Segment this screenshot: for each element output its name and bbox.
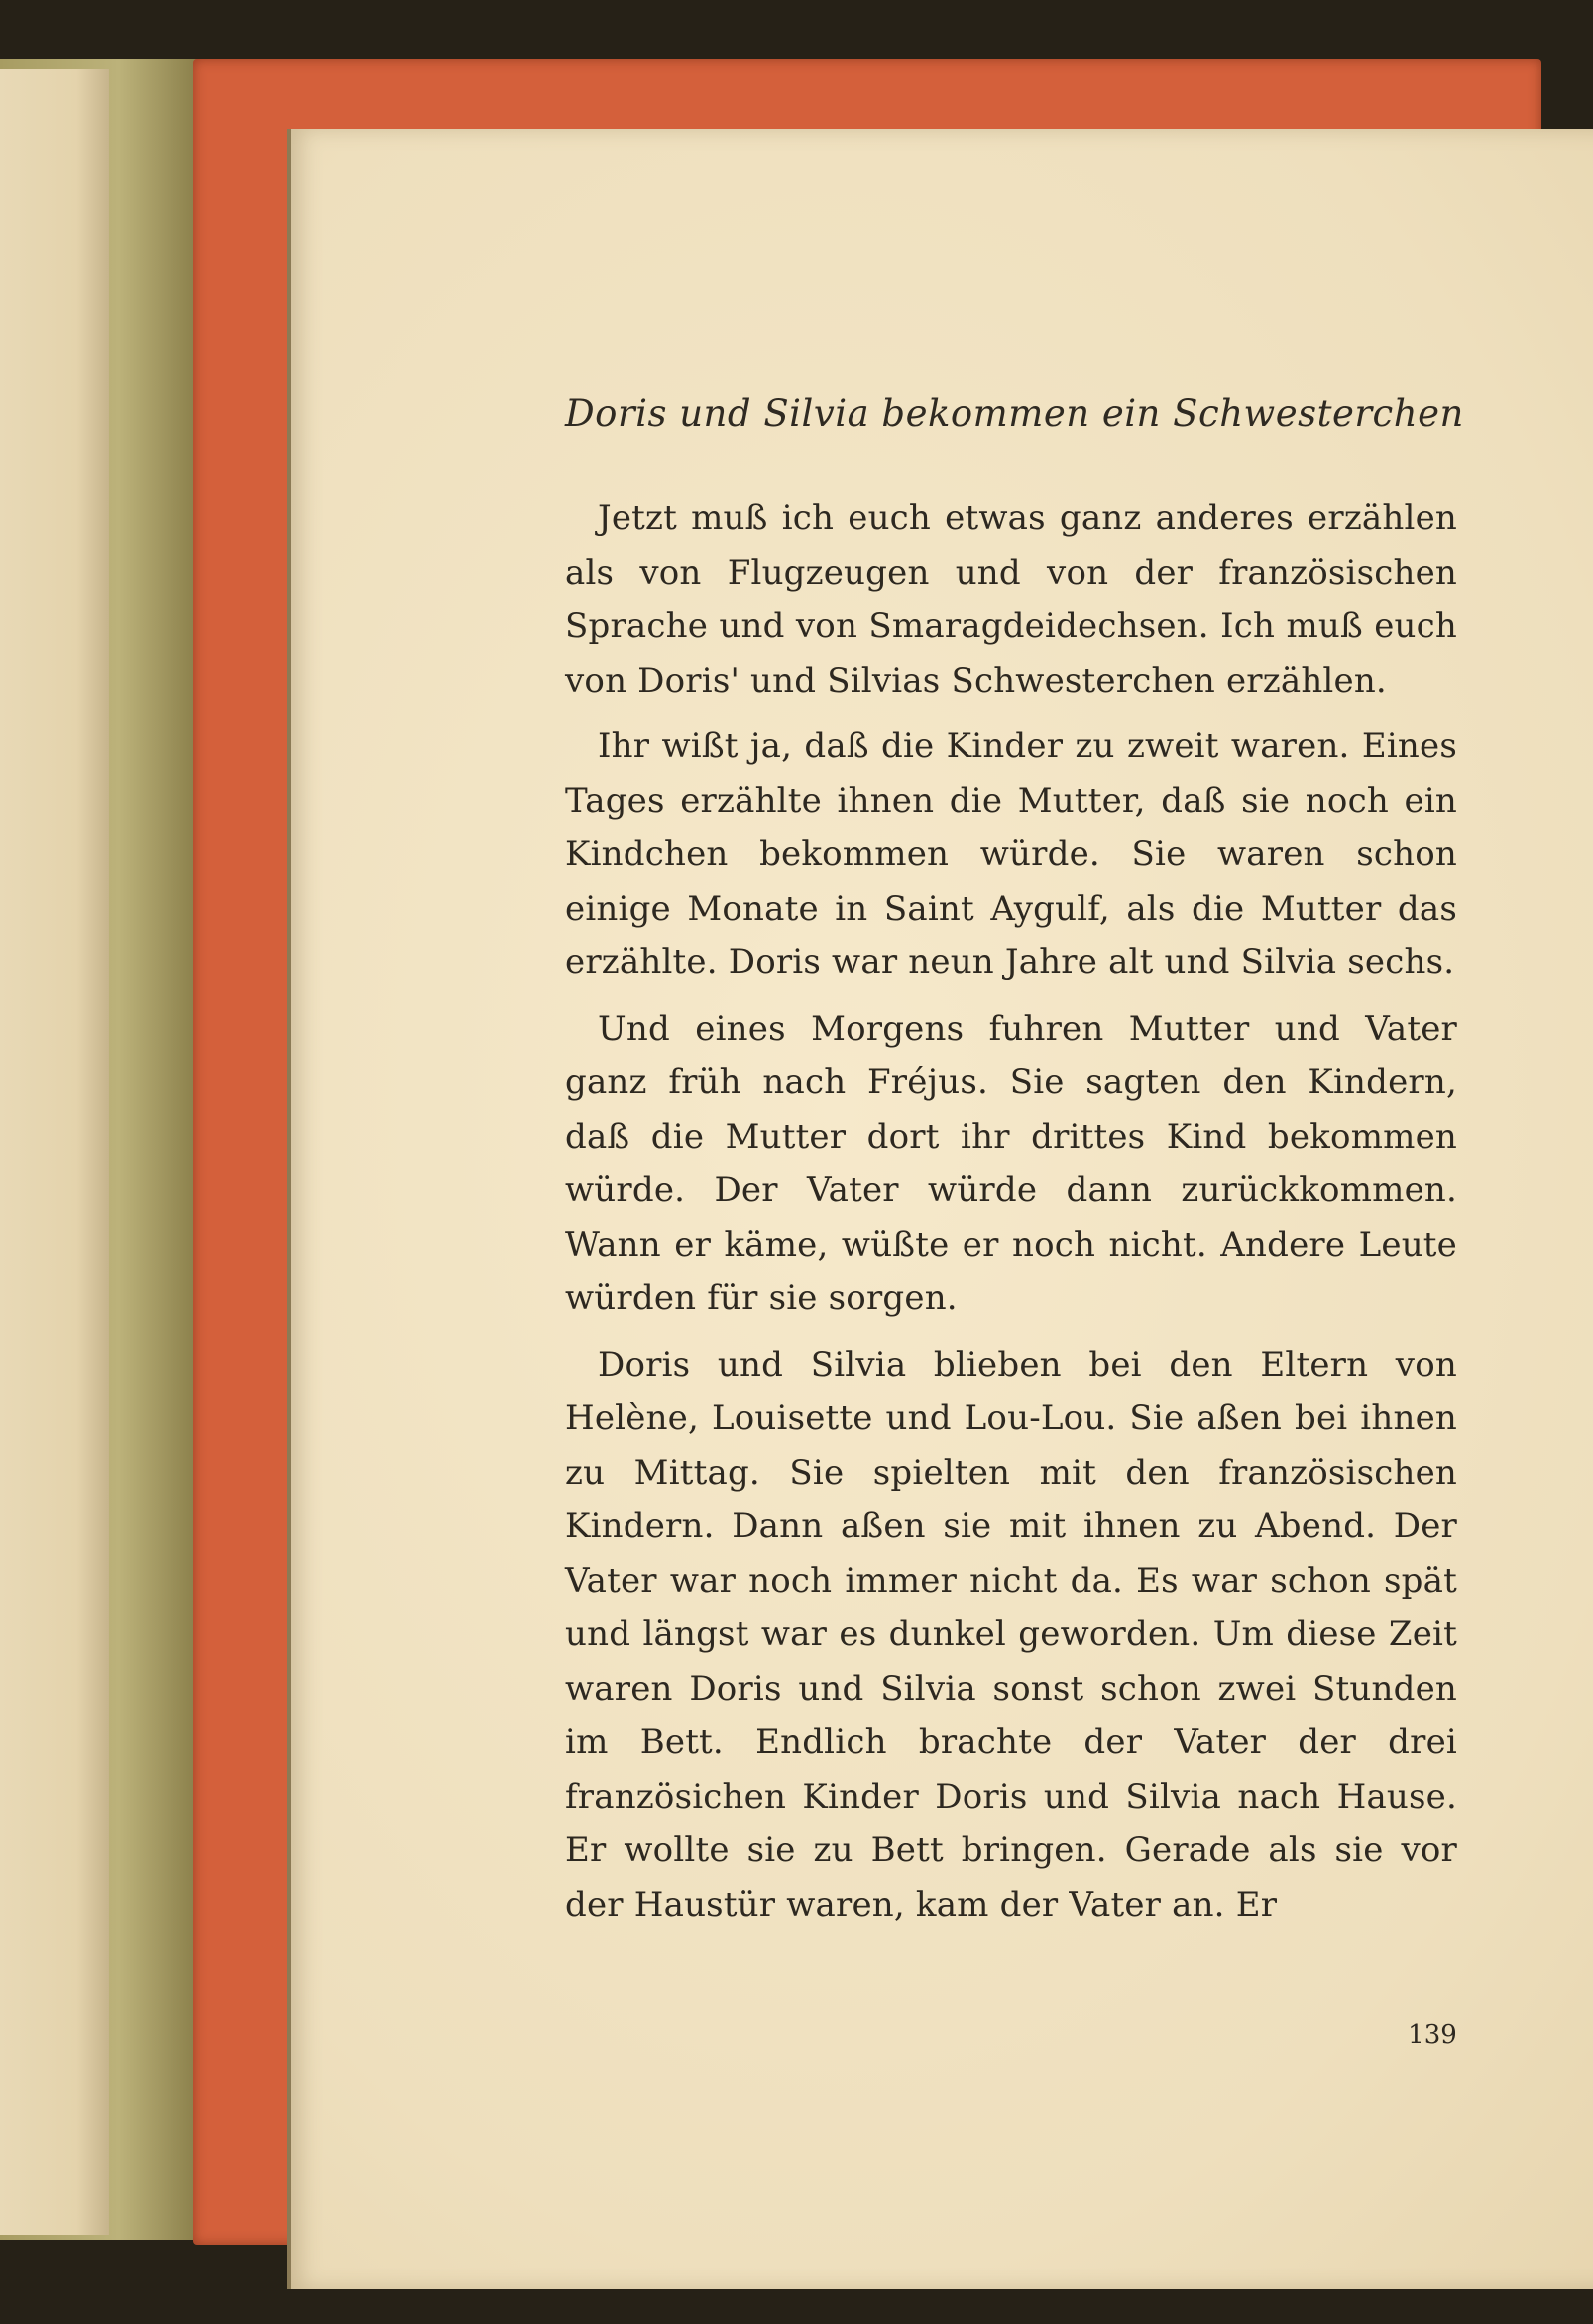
page-body xyxy=(565,492,1457,1943)
book-page xyxy=(287,129,1593,2289)
paragraph: Jetzt muß ich euch etwas ganz anderes erzählen als von Flugzeugen und von der französischen Sprache und von Smaragdeidechsen. Ich muß euch von Doris' und Silvias Schwesterchen erzählen. xyxy=(565,498,1457,701)
right-book-cover xyxy=(193,59,1541,2245)
page-gutter xyxy=(287,129,291,2289)
page-number: 139 xyxy=(1408,2020,1457,2049)
chapter-title: Doris und Silvia bekommen ein Schwesterchen xyxy=(565,392,1464,435)
paragraph: Und eines Morgens fuhren Mutter und Vater ganz früh nach Fréjus. Sie sagten den Kindern, daß die Mutter dort ihr drittes Kind bekommen würde. Der Vater würde dann zurückkommen. Wann er käme, wüßte er noch nicht. Andere Leute würden für sie sorgen. xyxy=(565,1008,1457,1318)
left-page-edge xyxy=(0,69,109,2235)
paragraph: Doris und Silvia blieben bei den Eltern von Helène, Louisette und Lou-Lou. Sie aßen bei ihnen zu Mittag. Sie spielten mit den französischen Kindern. Dann aßen sie mit ihnen zu Abend. Der Vater war noch immer nicht da. Es war schon spät und längst war es dunkel geworden. Um diese Zeit waren Doris und Silvia sonst schon zwei Stunden im Bett. Endlich brachte der Vater der drei französichen Kinder Doris und Silvia nach Hause. Er wollte sie zu Bett bringen. Gerade als sie vor der Haustür waren, kam der Vater an. Er xyxy=(565,1344,1457,1925)
paragraph: Ihr wißt ja, daß die Kinder zu zweit waren. Eines Tages erzählte ihnen die Mutter, daß sie noch ein Kindchen bekommen würde. Sie waren schon einige Monate in Saint Aygulf, als die Mutter das erzählte. Doris war neun Jahre alt und Silvia sechs. xyxy=(565,726,1457,982)
